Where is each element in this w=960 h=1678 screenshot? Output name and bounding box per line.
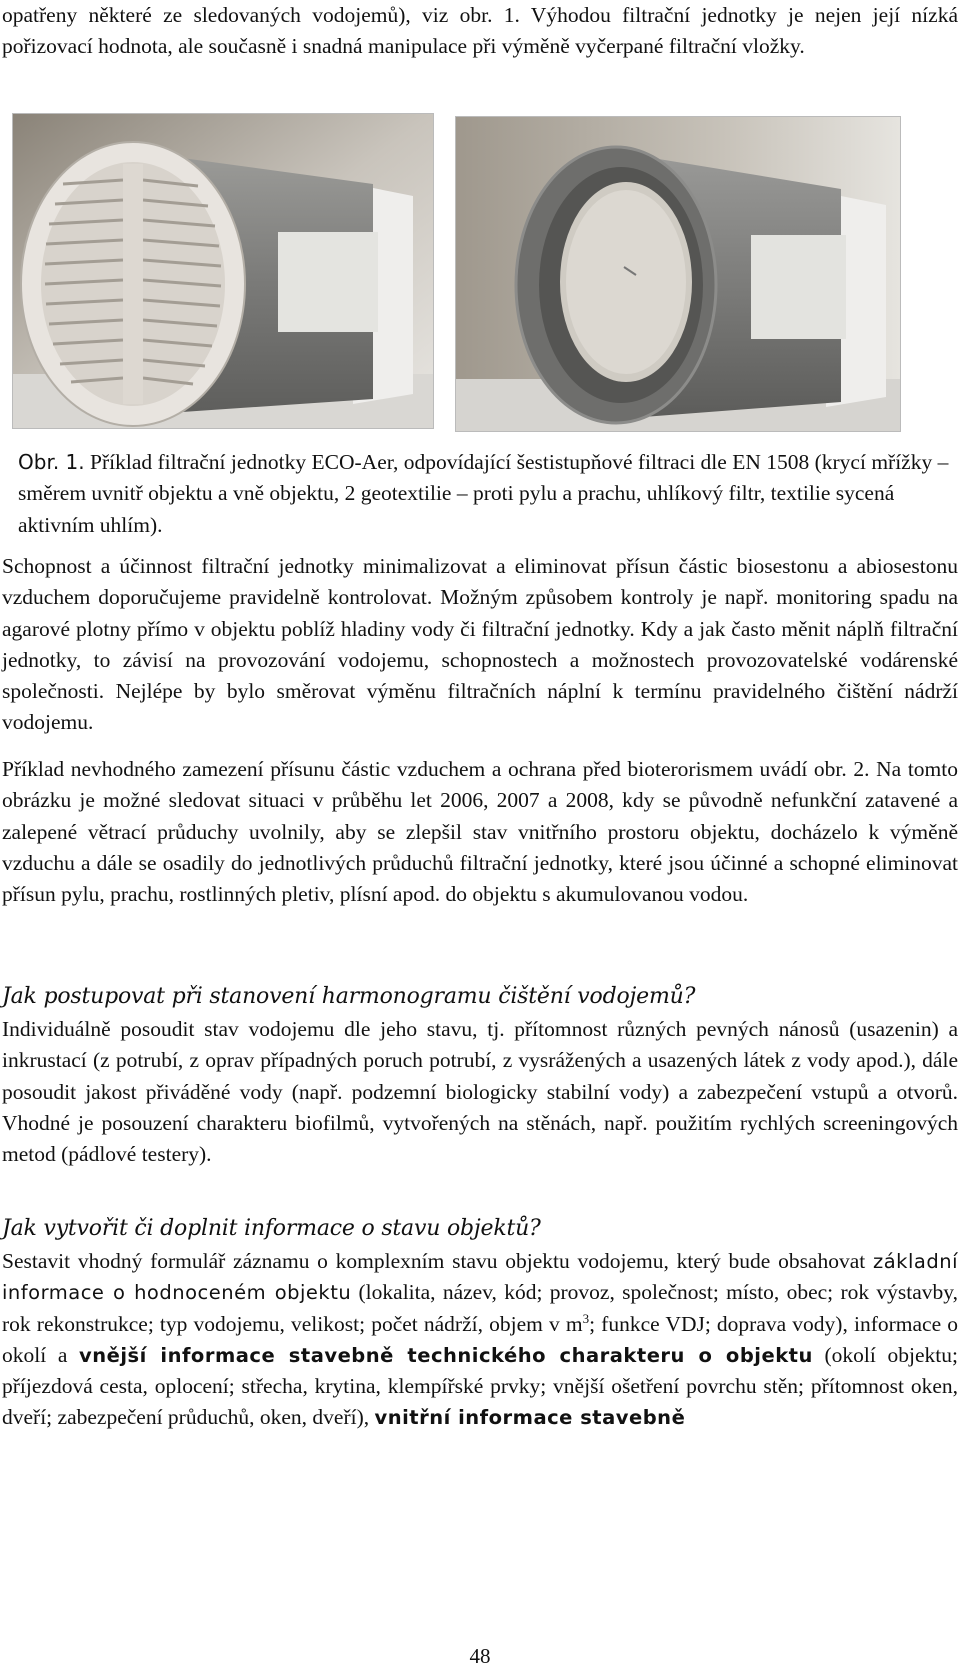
para4-text-4: (okolí objektu; příjezdová cesta, oplocení; střecha, krytina, klempířské prvky; vnější ošetření povrchu stěn; přítomnost oken, dveří; zabezpečení průduchů, oken, dveří), <box>2 1342 958 1430</box>
para4-superscript: 3 <box>582 1310 590 1326</box>
para4-bold-basic-info: základní informace o hodnoceném objektu <box>2 1250 958 1305</box>
section-heading-cleaning-schedule: Jak postupovat při stanovení harmonogramu čištění vodojemů? <box>2 984 696 1009</box>
paragraph-example: Příklad nevhodného zamezení přísunu částic vzduchem a ochrana před bioterorismem uvádí obr. 2. Na tomto obrázku je možné sledovat situaci v průběhu let 2006, 2007 a 2008, kdy se původně nefunkční zatavené a zalepené větrací průduchy uvolnily, aby se zlepšil stav vnitřního prostoru objektu, docházelo k výměně vzduchu a dále se osadily do jednotlivých průduchů filtrační jednotky, které jsou účinné a schopné eliminovat přísun pylu, prachu, rostlinných pletiv, plísní apod. do objektu s akumulovanou vodou. <box>2 757 958 907</box>
para4-text-2: (lokalita, název, kód; provoz, společnost; místo, obec; rok výstavby, rok rekonstrukce; typ vodojemu, velikost; počet nádrží, objem v m <box>2 1280 959 1336</box>
para4-text-3: ; funkce VDJ; doprava vody), informace o okolí a <box>2 1311 958 1367</box>
paragraph-assessment: Individuálně posoudit stav vodojemu dle jeho stavu, tj. přítomnost různých pevných nánosů (usazenin) a inkrustací (z potrubí, z oprav případných poruch potrubí, z vysrážených a usazených látek z vody apod.), dále posoudit jakost přiváděné vody (např. podzemní biologicky stabilní vody) a zabezpečení vstupů a otvorů. Vhodné je posouzení charakteru biofilmů, vytvořených na stěnách, např. použitím rychlých screeningových metod (pádlové testery). <box>2 1017 958 1167</box>
page-number: 48 <box>469 1644 491 1668</box>
figure-caption-text: Příklad filtrační jednotky ECO-Aer, odpovídající šestistupňové filtraci dle EN 1508 (krycí mřížky – směrem uvnitř objektu a vně objektu, 2 geotextilie – proti pylu a prachu, uhlíkový filtr, textilie sycená aktivním uhlím). <box>18 450 949 537</box>
figure-caption <box>18 447 958 541</box>
filter-unit-grille-photo <box>12 113 434 429</box>
paragraph-filter-control: Schopnost a účinnost filtrační jednotky minimalizovat a eliminovat přísun částic biosestonu a abiosestonu vzduchem doporučujeme pravidelně kontrolovat. Možným způsobem kontroly je např. monitoring spadu na agarové plotny přímo v objektu poblíž hladiny vody či filtrační jednotky. Kdy a jak často měnit náplň filtrační jednotky, to závisí na provozování vodojemu, schopnostech a možnostech provozovatelské vodárenské společnosti. Nejlépe by bylo směrovat výměnu filtračních náplní k termínu pravidelného čištění nádrží vodojemu. <box>2 554 958 735</box>
figure-label: Obr. 1. <box>18 450 85 474</box>
paragraph-form <box>2 1246 958 1434</box>
section-heading-object-info: Jak vytvořit či doplnit informace o stavu objektů? <box>2 1216 541 1241</box>
para4-bold-internal-info: vnitřní informace stavebně <box>374 1406 686 1430</box>
intro-paragraph: opatřeny některé ze sledovaných vodojemů), viz obr. 1. Výhodou filtrační jednotky je nejen její nízká pořizovací hodnota, ale současně i snadná manipulace při výměně vyčerpané filtrační vložky. <box>2 3 958 59</box>
filter-unit-open-photo <box>455 116 901 432</box>
para4-text-1: Sestavit vhodný formulář záznamu o komplexním stavu objektu vodojemu, který bude obsahovat <box>2 1249 873 1273</box>
para4-bold-external-info: vnější informace stavebně technického charakteru o objektu <box>79 1343 813 1367</box>
